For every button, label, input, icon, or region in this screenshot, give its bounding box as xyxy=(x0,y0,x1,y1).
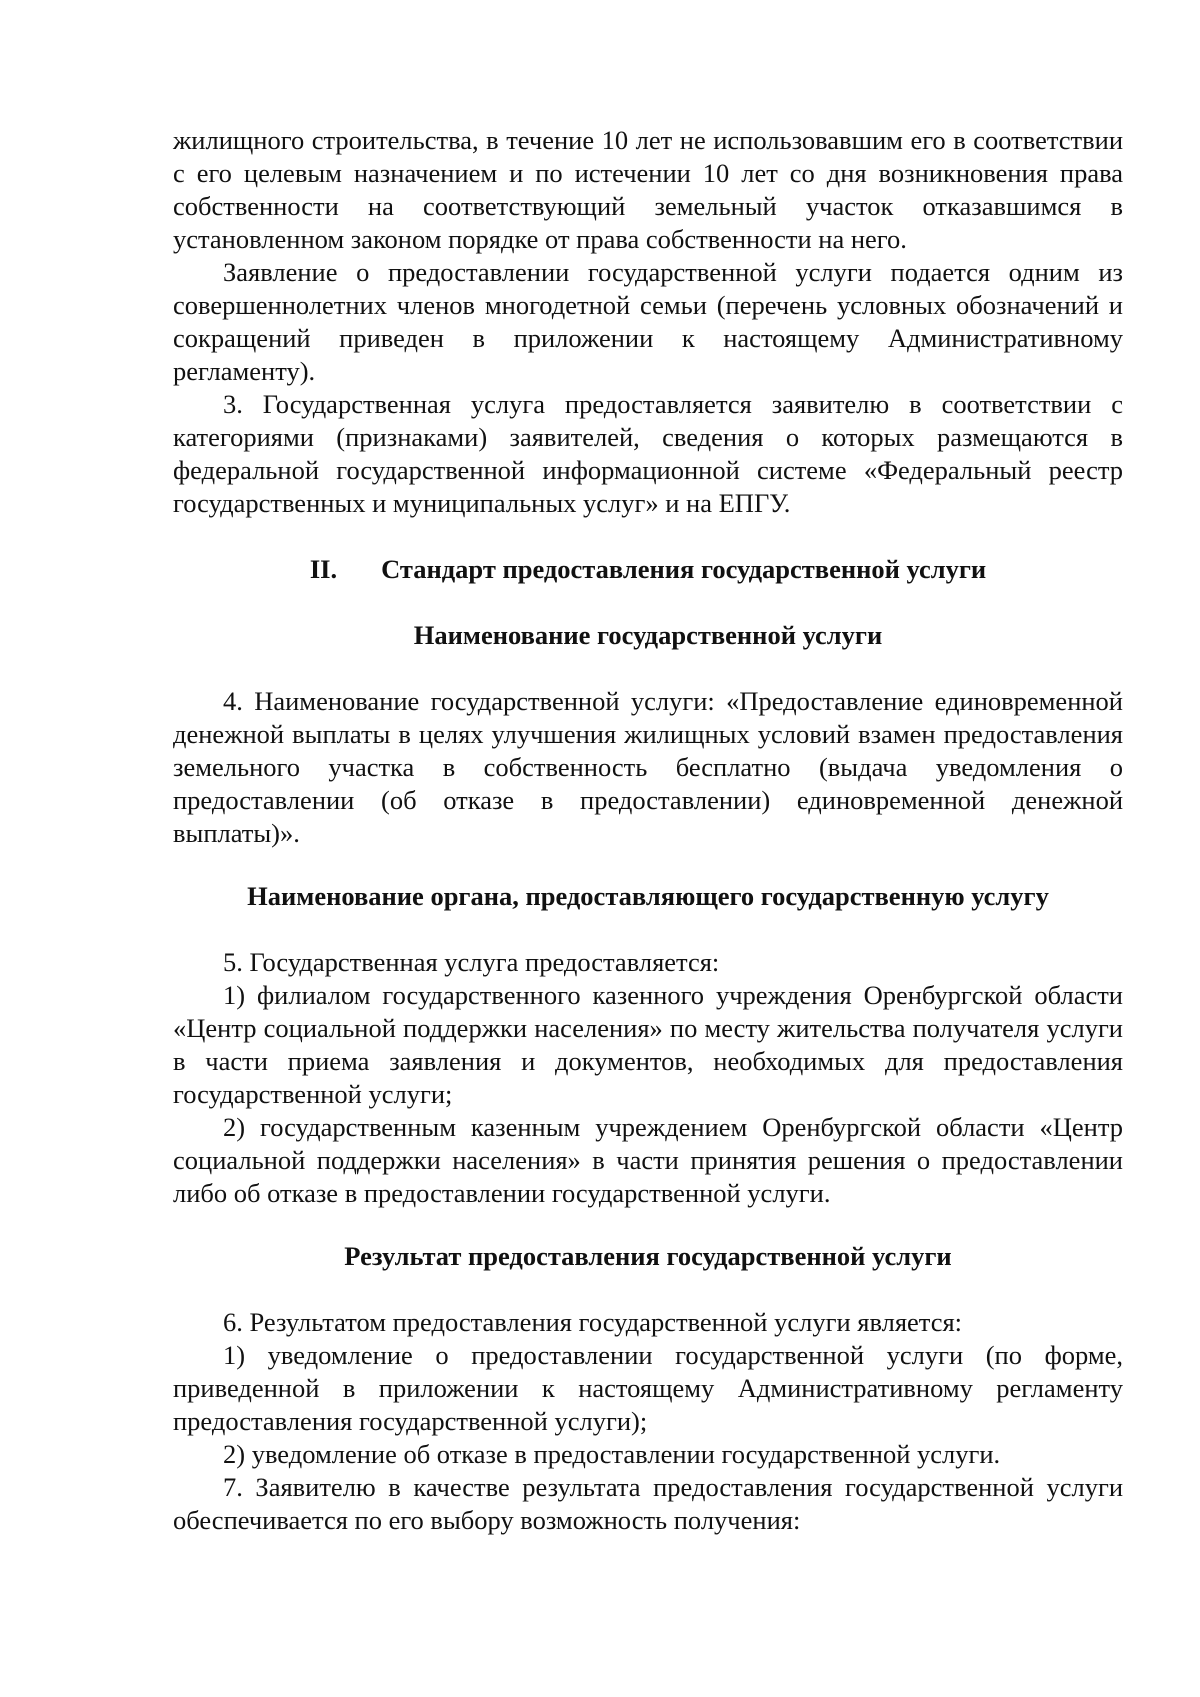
paragraph-7: 7. Заявителю в качестве результата предоставления государственной услуги обеспечивается по его выбору возможность получения: xyxy=(173,1472,1123,1535)
subheading-result: Результат предоставления государственной услуги xyxy=(344,1241,952,1271)
subheading-authority: Наименование органа, предоставляющего государственную услугу xyxy=(247,881,1049,911)
paragraph-3: 3. Государственная услуга предоставляется заявителю в соответствии с категориями (признаками) заявителей, сведения о которых размещаются в федеральной государственной информационной системе «Федеральный реестр государственных и муниципальных услуг» и на ЕПГУ. xyxy=(173,389,1123,518)
paragraph-5: 5. Государственная услуга предоставляется: xyxy=(223,947,720,977)
paragraph-6: 6. Результатом предоставления государственной услуги является: xyxy=(223,1307,963,1337)
section-number: II. xyxy=(309,554,338,584)
paragraph-6-item-1: 1) уведомление о предоставлении государственной услуги (по форме, приведенной в приложении к настоящему Административному регламенту предоставления государственной услуги); xyxy=(173,1340,1123,1436)
paragraph-continuation: жилищного строительства, в течение 10 лет не использовавшим его в соответствии с его целевым назначением и по истечении 10 лет со дня возникновения права собственности на соответствующий земельный участок отказавшимся в установленном законом порядке от права собственности на него. xyxy=(173,125,1123,254)
paragraph-5-item-1: 1) филиалом государственного казенного учреждения Оренбургской области «Центр социальной поддержки населения» по месту жительства получателя услуги в части приема заявления и документов, необходимых для предоставления государственной услуги; xyxy=(173,980,1123,1109)
paragraph-6-item-2: 2) уведомление об отказе в предоставлении государственной услуги. xyxy=(223,1439,1001,1469)
section-title: Стандарт предоставления государственной услуги xyxy=(381,554,987,584)
document-body xyxy=(173,124,1123,1537)
paragraph-4: 4. Наименование государственной услуги: «Предоставление единовременной денежной выплаты в целях улучшения жилищных условий взамен предоставления земельного участка в собственность бесплатно (выдача уведомления о предоставлении (об отказе в предоставлении) единовременной денежной выплаты)». xyxy=(173,686,1123,848)
paragraph-5-item-2: 2) государственным казенным учреждением Оренбургской области «Центр социальной поддержки населения» в части принятия решения о предоставлении либо об отказе в предоставлении государственной услуги. xyxy=(173,1112,1123,1208)
section-heading xyxy=(173,553,1123,586)
subheading-service-name: Наименование государственной услуги xyxy=(413,620,883,650)
paragraph-application: Заявление о предоставлении государственной услуги подается одним из совершеннолетних членов многодетной семьи (перечень условных обозначений и сокращений приведен в приложении к настоящему Административному регламенту). xyxy=(173,257,1123,386)
